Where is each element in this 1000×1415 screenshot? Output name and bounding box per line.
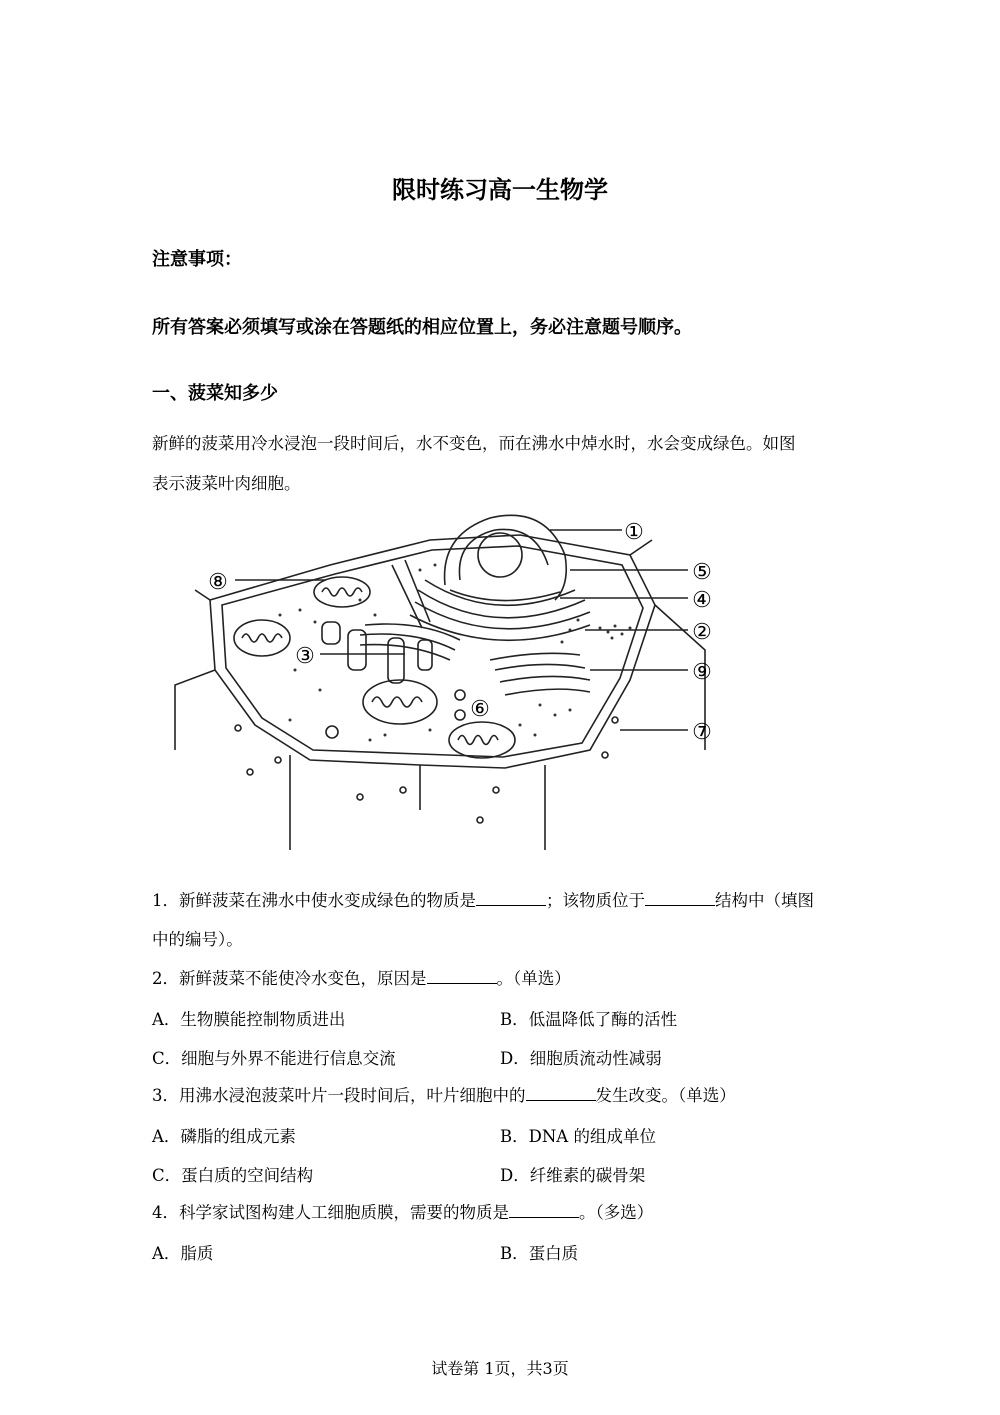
question-1: 1．新鲜菠菜在沸水中使水变成绿色的物质是 ；该物质位于 结构中（填图 (152, 891, 814, 910)
q2-option-d[interactable]: D．细胞质流动性减弱 (500, 1049, 662, 1068)
q2-option-a[interactable]: A．生物膜能控制物质进出 (152, 1010, 346, 1029)
page-title: 限时练习高一生物学 (392, 176, 608, 204)
label-4: ④ (692, 588, 712, 613)
answer-blank[interactable] (427, 967, 497, 984)
page-footer: 试卷第 1页，共3页 (431, 1359, 569, 1378)
intro-line-2: 表示菠菜叶肉细胞。 (152, 474, 301, 493)
plant-cell-diagram (160, 510, 740, 855)
label-9: ⑨ (692, 660, 712, 685)
q3-option-d[interactable]: D．纤维素的碳骨架 (500, 1166, 646, 1185)
answer-blank[interactable] (526, 1084, 596, 1101)
q3-option-a[interactable]: A．磷脂的组成元素 (152, 1127, 296, 1146)
question-1-line-2: 中的编号）。 (152, 930, 243, 949)
label-7: ⑦ (692, 720, 712, 745)
notice-heading: 注意事项： (152, 249, 242, 270)
question-4: 4．科学家试图构建人工细胞质膜，需要的物质是 。（多选） (152, 1203, 654, 1222)
notice-text: 所有答案必须填写或涂在答题纸的相应位置上，务必注意题号顺序。 (152, 317, 692, 338)
label-2: ② (692, 620, 712, 645)
label-3: ③ (295, 644, 315, 669)
section-heading: 一、菠菜知多少 (152, 383, 278, 404)
q3-option-b[interactable]: B．DNA 的组成单位 (500, 1127, 656, 1146)
answer-blank[interactable] (476, 889, 546, 906)
answer-blank[interactable] (645, 889, 715, 906)
q2-option-c[interactable]: C．细胞与外界不能进行信息交流 (152, 1049, 396, 1068)
q2-option-b[interactable]: B．低温降低了酶的活性 (500, 1010, 678, 1029)
label-1: ① (624, 520, 644, 545)
question-3: 3．用沸水浸泡菠菜叶片一段时间后，叶片细胞中的 发生改变。（单选） (152, 1086, 736, 1105)
label-6: ⑥ (470, 697, 490, 722)
question-2: 2．新鲜菠菜不能使冷水变色，原因是 。（单选） (152, 969, 571, 988)
q3-option-c[interactable]: C．蛋白质的空间结构 (152, 1166, 314, 1185)
q4-option-b[interactable]: B．蛋白质 (500, 1244, 579, 1263)
answer-blank[interactable] (509, 1201, 579, 1218)
q4-option-a[interactable]: A．脂质 (152, 1244, 214, 1263)
intro-line-1: 新鲜的菠菜用冷水浸泡一段时间后，水不变色，而在沸水中焯水时，水会变成绿色。如图 (152, 434, 796, 453)
label-5: ⑤ (692, 560, 712, 585)
label-8: ⑧ (208, 570, 228, 595)
